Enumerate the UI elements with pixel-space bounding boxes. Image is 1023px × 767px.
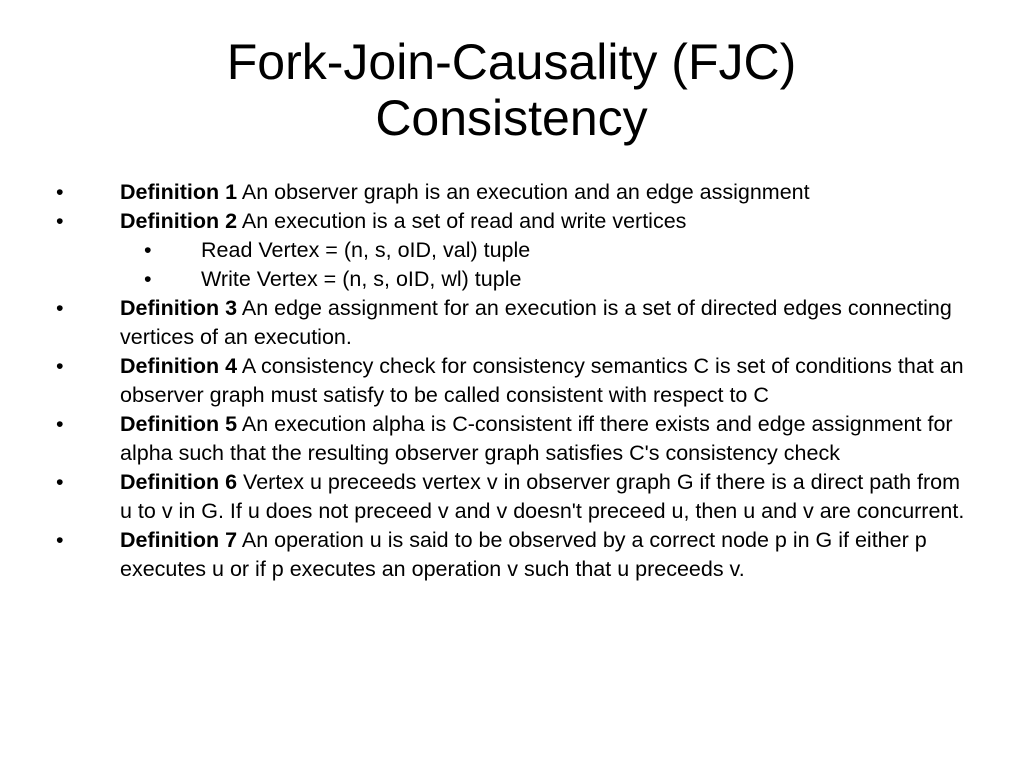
definition-list xyxy=(0,178,1023,584)
definition-label: Definition 4 xyxy=(120,354,238,378)
bullet-icon: • xyxy=(56,412,64,436)
definition-text: An operation u is said to be observed by a correct node p in G if either p executes u or if p executes an operation v such that u preceeds v. xyxy=(120,528,927,581)
definition-label: Definition 1 xyxy=(120,180,238,204)
definition-text: An edge assignment for an execution is a set of directed edges connecting vertices of an execution. xyxy=(120,296,952,349)
bullet-icon: • xyxy=(144,267,152,291)
definition-label: Definition 7 xyxy=(120,528,238,552)
list-item-definition-2 xyxy=(0,207,972,236)
slide-title-line-2: Consistency xyxy=(375,90,648,146)
slide-title xyxy=(0,34,1023,146)
definition-text: A consistency check for consistency semantics C is set of conditions that an observer graph must satisfy to be called consistent with respect to C xyxy=(120,354,964,407)
list-item-definition-1 xyxy=(0,178,972,207)
bullet-icon: • xyxy=(56,528,64,552)
definition-label: Definition 2 xyxy=(120,209,238,233)
list-item-write-vertex xyxy=(0,265,972,294)
bullet-icon: • xyxy=(56,209,64,233)
bullet-icon: • xyxy=(56,354,64,378)
list-item-definition-7 xyxy=(0,526,972,584)
definition-text: Vertex u preceeds vertex v in observer graph G if there is a direct path from u to v in G. If u does not preceed v and v doesn't preceed u, then u and v are concurrent. xyxy=(120,470,965,523)
slide-title-line-1: Fork-Join-Causality (FJC) xyxy=(226,34,797,90)
list-item-definition-4 xyxy=(0,352,972,410)
sub-item-text: Read Vertex = (n, s, oID, val) tuple xyxy=(201,238,531,262)
list-item-definition-3 xyxy=(0,294,972,352)
list-item-definition-6 xyxy=(0,468,972,526)
bullet-icon: • xyxy=(56,470,64,494)
definition-text: An observer graph is an execution and an edge assignment xyxy=(241,180,810,204)
definition-label: Definition 6 xyxy=(120,470,238,494)
bullet-icon: • xyxy=(56,296,64,320)
definition-text: An execution alpha is C-consistent iff there exists and edge assignment for alpha such that the resulting observer graph satisfies C's consistency check xyxy=(120,412,953,465)
sub-item-text: Write Vertex = (n, s, oID, wl) tuple xyxy=(201,267,522,291)
list-item-definition-5 xyxy=(0,410,972,468)
list-item-read-vertex xyxy=(0,236,972,265)
bullet-icon: • xyxy=(144,238,152,262)
definition-label: Definition 5 xyxy=(120,412,238,436)
definition-label: Definition 3 xyxy=(120,296,238,320)
definition-text: An execution is a set of read and write vertices xyxy=(241,209,687,233)
bullet-icon: • xyxy=(56,180,64,204)
